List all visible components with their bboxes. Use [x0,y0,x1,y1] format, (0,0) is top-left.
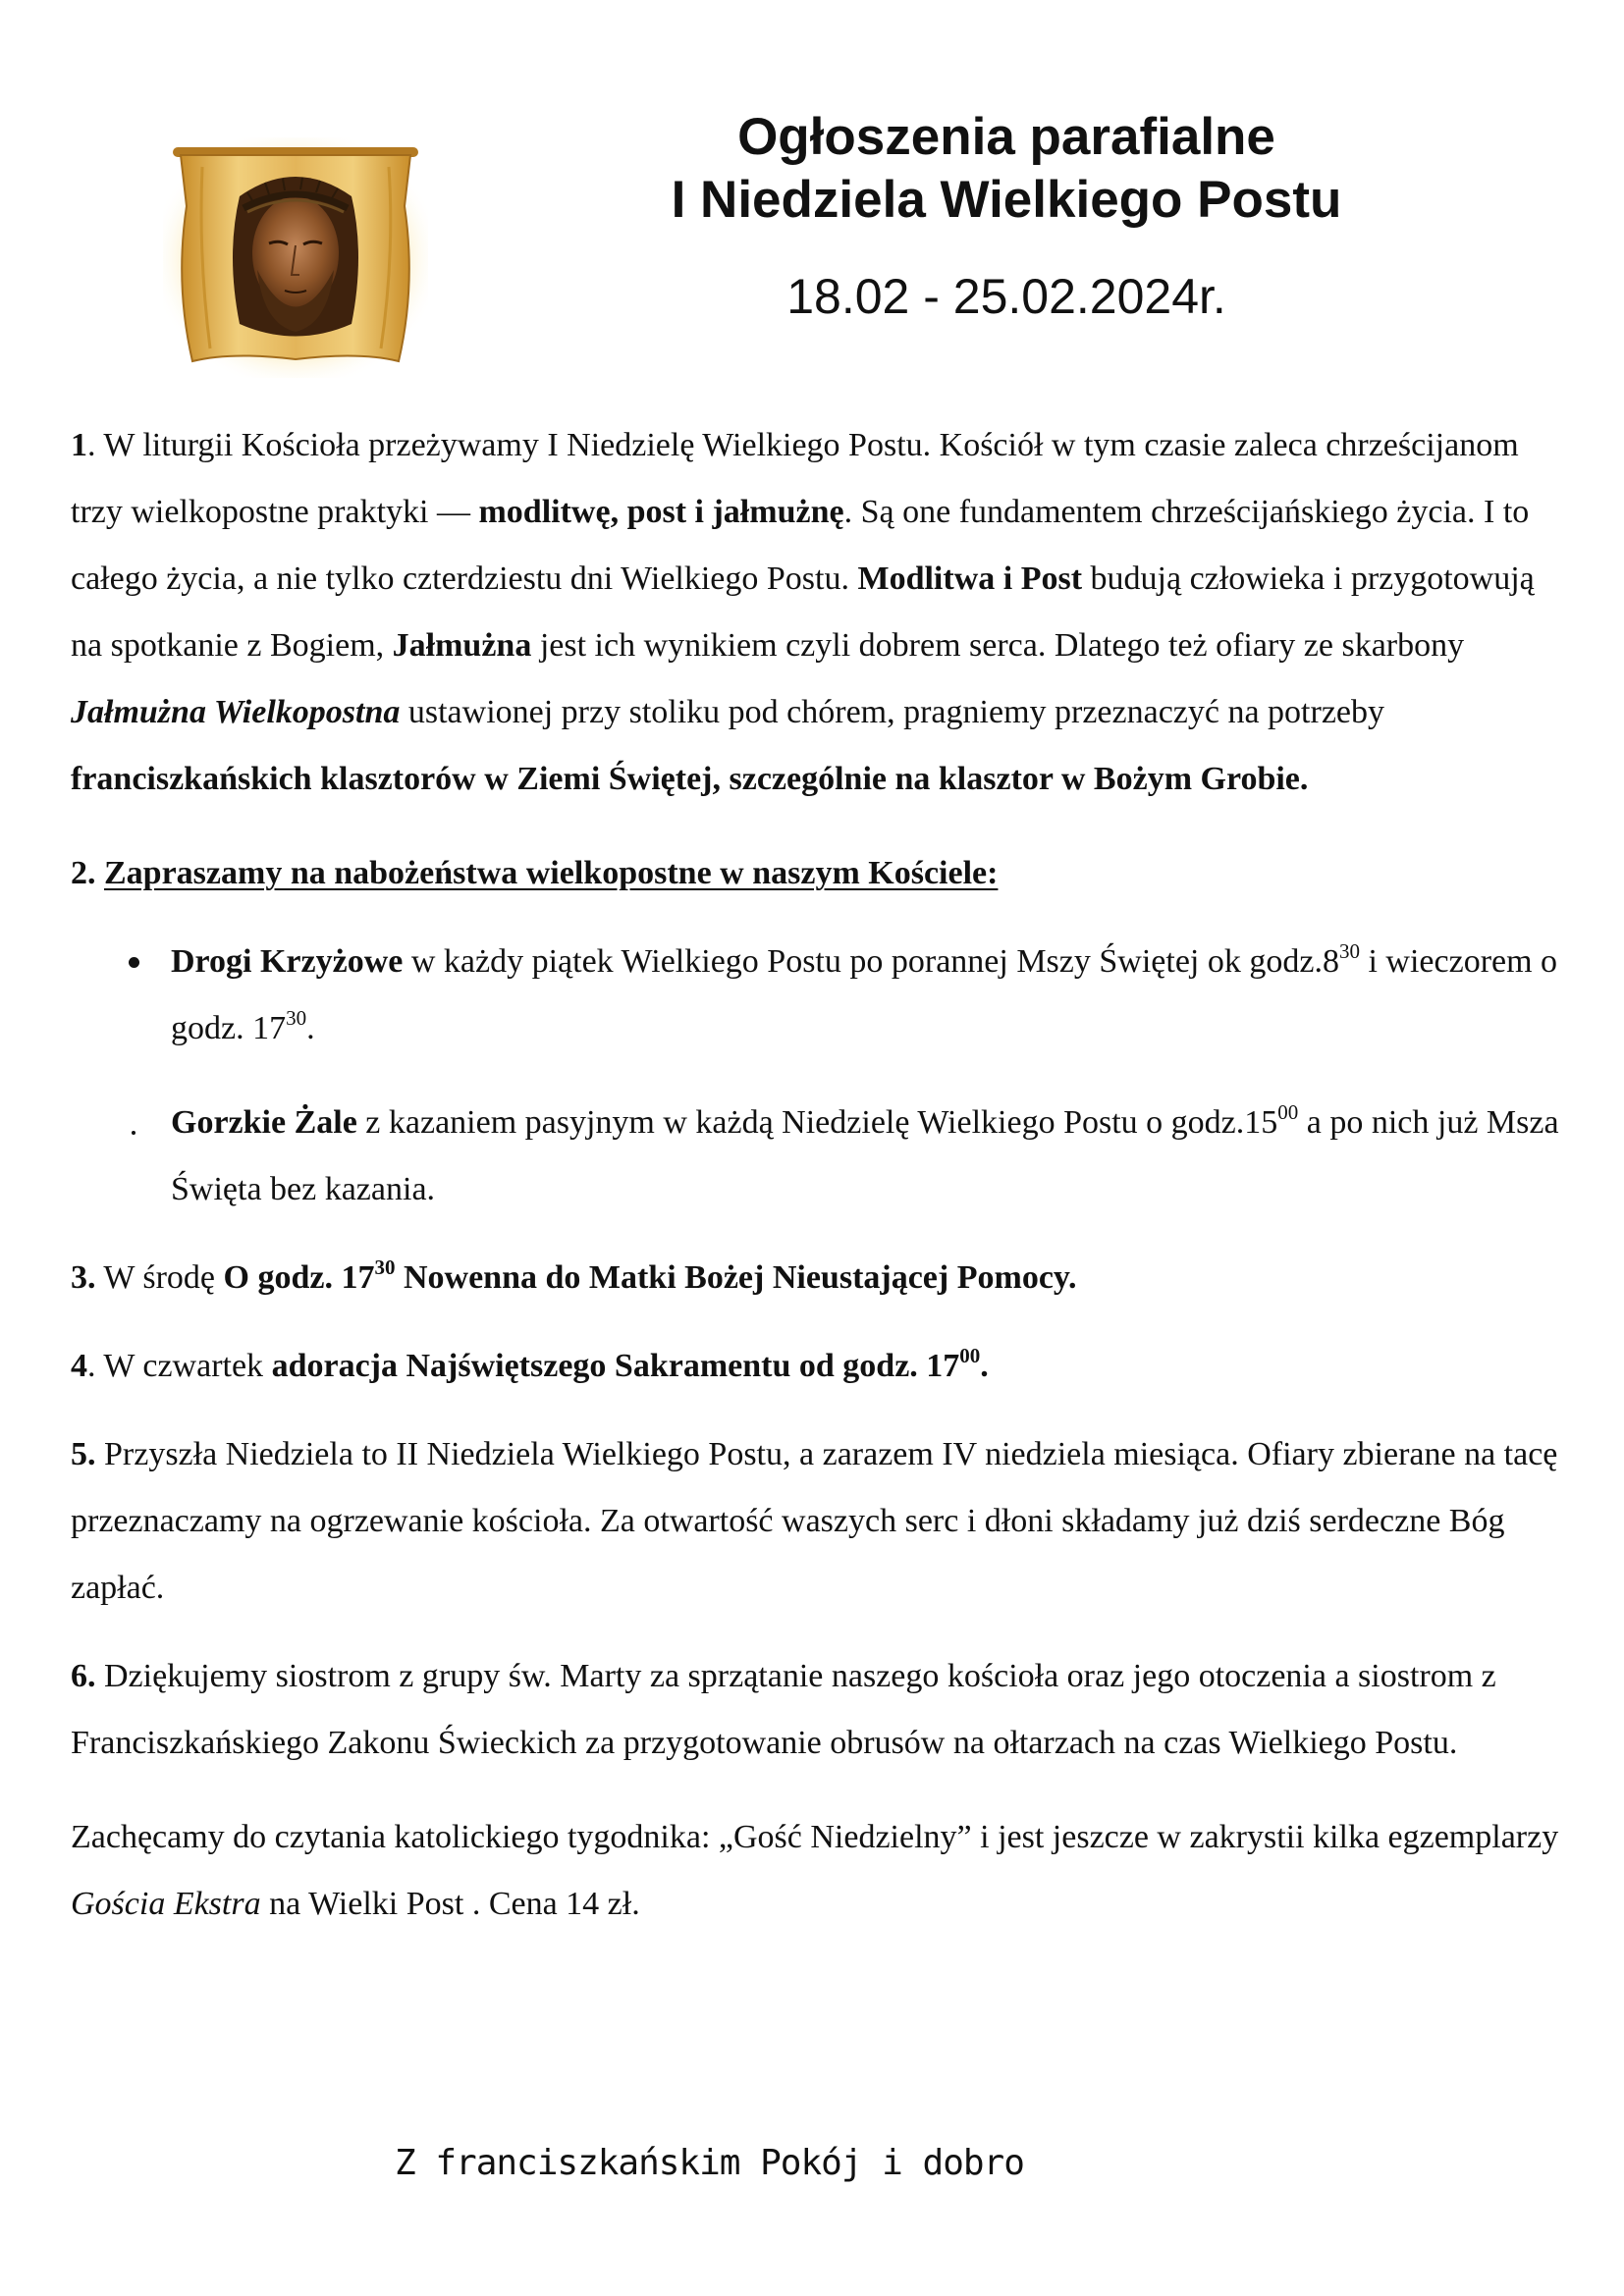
item-number: 5. [71,1436,96,1472]
announcement-item-5: 5. Przyszła Niedziela to II Niedziela Wielkiego Postu, a zarazem IV niedziela miesiąca. Ofiary zbierane na tacę przeznaczamy na ogrzewanie kościoła. Za otwartość waszych serc i dłoni składamy już dziś serdeczne Bóg zapłać. [71,1436,1558,1606]
item-number: 6. [71,1658,96,1694]
announcement-item-6: 6. Dziękujemy siostrom z grupy św. Marty za sprzątanie naszego kościoła oraz jego otoczenia a siostrom z Franciszkańskiego Zakonu Świeckich za przygotowanie obrusów na ołtarzach na czas Wielkiego Postu. [71,1658,1496,1761]
list-item-stations-of-the-cross: Drogi Krzyżowe w każdy piątek Wielkiego Postu po porannej Mszy Świętej ok $godz.8^{30}$ i wieczorem o godz. $17^{30}$. [171,939,1558,1046]
item-number: 2. [71,855,96,891]
title-line-2: I Niedziela Wielkiego Postu [671,171,1342,229]
announcement-item-3: 3. W środę O godz. $17^{30}$ Nowenna do Matki Bożej Nieustającej Pomocy. [71,1255,1077,1296]
announcement-item-1: 1. W liturgii Kościoła przeżywamy I Niedzielę Wielkiego Postu. Kościół w tym czasie zaleca chrześcijanom trzy wielkopostne praktyki — modlitwę, post i jałmużnę. Są one fundamentem chrześcijańskiego życia. I to całego życia, a nie tylko czterdziestu dni Wielkiego Postu. Modlitwa i Post budują człowieka i przygotowują na spotkanie z Bogiem, Jałmużna jest ich wynikiem czyli dobrem serca. Dlatego też ofiary ze skarbony Jałmużna Wielkopostna ustawionej przy stoliku pod chórem, pragniemy przeznaczyć na potrzeby franciszkańskich klasztorów w Ziemi Świętej, szczególnie na klasztor w Bożym Grobie. [71,427,1535,797]
holy-face-veil-icon [163,137,428,378]
list-item-gorzkie-zale: Gorzkie Żale z kazaniem pasyjnym w każdą Niedzielę Wielkiego Postu o $godz.15^{00}$ a po nich już Msza Święta bez kazania. [171,1100,1559,1207]
date-range: 18.02 - 25.02.2024r. [786,269,1226,324]
closing-greeting: Z franciszkańskim Pokój i dobro [395,2143,1024,2183]
item-number: 3. [71,1259,96,1296]
item-number: 4 [71,1348,87,1384]
title-line-1: Ogłoszenia parafialne [737,108,1275,166]
holy-face-veil-image [163,137,428,378]
section-heading: Zapraszamy na nabożeństwa wielkopostne w naszym Kościele: [104,855,999,891]
announcement-item-4: 4. W czwartek adoracja Najświętszego Sakramentu od godz. $17^{00}$. [71,1344,989,1384]
item-number: 1 [71,427,87,463]
page-title [589,106,1424,232]
announcements-body [71,412,1573,1938]
announcement-item-2 [71,840,1573,907]
magazine-note: Zachęcamy do czytania katolickiego tygodnika: „Gość Niedzielny” i jest jeszcze w zakrystii kilka egzemplarzy Gościa Ekstra na Wielki Post . Cena 14 zł. [71,1819,1559,1922]
